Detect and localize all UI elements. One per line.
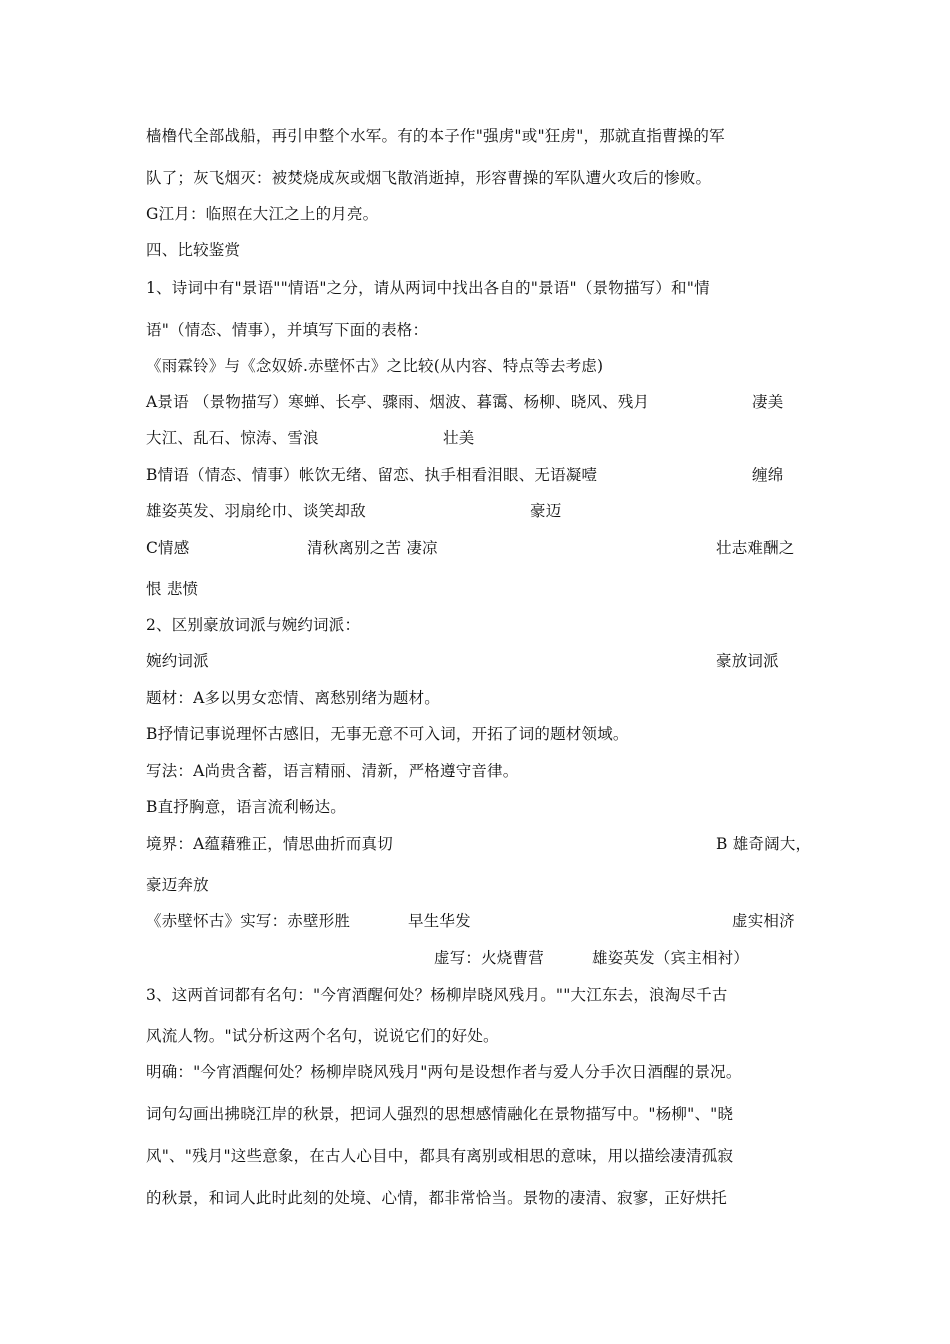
text-line: 的秋景，和词人此时此刻的处境、心情，都非常恰当。景物的凄清、寂寥，正好烘托 [146,1189,727,1207]
text-line: 雄姿英发（宾主相衬） [592,949,750,967]
text-line: B抒情记事说理怀古感旧，无事无意不可入词，开拓了词的题材领域。 [146,725,629,743]
text-line: 明确："今宵酒醒何处？杨柳岸晓风残月"两句是设想作者与爱人分手次日酒醒的景况。 [146,1063,742,1081]
text-line: 婉约词派 [146,652,209,670]
text-line: 写法：A尚贵含蓄，语言精丽、清新，严格遵守音律。 [146,762,519,780]
text-line: G江月：临照在大江之上的月亮。 [146,205,379,223]
text-line: 风"、"残月"这些意象，在古人心目中，都具有离别或相思的意味，用以描绘凄清孤寂 [146,1147,734,1165]
text-line: B 雄奇阔大， [716,835,812,853]
text-line: 清秋离别之苦 凄凉 [307,539,438,557]
text-line: 虚写：火烧曹营 [434,949,544,967]
text-line: 虚实相济 [732,912,795,930]
text-line: 境界：A蕴藉雅正，情思曲折而真切 [146,835,393,853]
text-line: 2、区别豪放词派与婉约词派： [146,616,361,634]
text-line: 豪放词派 [716,652,779,670]
text-line: C情感 [146,539,190,557]
text-line: 语"（情态、情事），并填写下面的表格： [146,321,429,339]
text-line: 缠绵 [752,466,784,484]
text-line: 1、诗词中有"景语""情语"之分，请从两词中找出各自的"景语"（景物描写）和"情 [146,279,710,297]
text-line: 《雨霖铃》与《念奴娇.赤壁怀古》之比较(从内容、特点等去考虑) [146,357,604,375]
text-line: 3、这两首词都有名句："今宵酒醒何处？杨柳岸晓风残月。""大江东去，浪淘尽千古 [146,986,728,1004]
text-line: 凄美 [752,393,784,411]
text-line: 樯橹代全部战船，再引申整个水军。有的本子作"强虏"或"狂虏"，那就直指曹操的军 [146,127,725,145]
text-line: 早生华发 [408,912,471,930]
text-line: 壮志难酬之 [716,539,795,557]
text-line: 《赤壁怀古》实写：赤壁形胜 [146,912,351,930]
text-line: 雄姿英发、羽扇纶巾、谈笑却敌 [146,502,366,520]
text-line: 风流人物。"试分析这两个名句，说说它们的好处。 [146,1027,499,1045]
text-line: 题材：A多以男女恋情、离愁别绪为题材。 [146,689,440,707]
text-line: 豪迈 [530,502,562,520]
text-line: B直抒胸意，语言流利畅达。 [146,798,346,816]
section-heading: 四、比较鉴赏 [146,241,241,259]
text-line: 队了；灰飞烟灭：被焚烧成灰或烟飞散消逝掉，形容曹操的军队遭火攻后的惨败。 [146,169,712,187]
text-line: 词句勾画出拂晓江岸的秋景，把词人强烈的思想感情融化在景物描写中。"杨柳"、"晓 [146,1105,734,1123]
text-line: 豪迈奔放 [146,876,209,894]
text-line: 壮美 [443,429,475,447]
text-line: 大江、乱石、惊涛、雪浪 [146,429,319,447]
text-line: 恨 悲愤 [146,580,199,598]
text-line: B情语（情态、情事）帐饮无绪、留恋、执手相看泪眼、无语凝噎 [146,466,598,484]
text-line: A景语 （景物描写）寒蝉、长亭、骤雨、烟波、暮霭、杨柳、晓风、残月 [146,393,650,411]
